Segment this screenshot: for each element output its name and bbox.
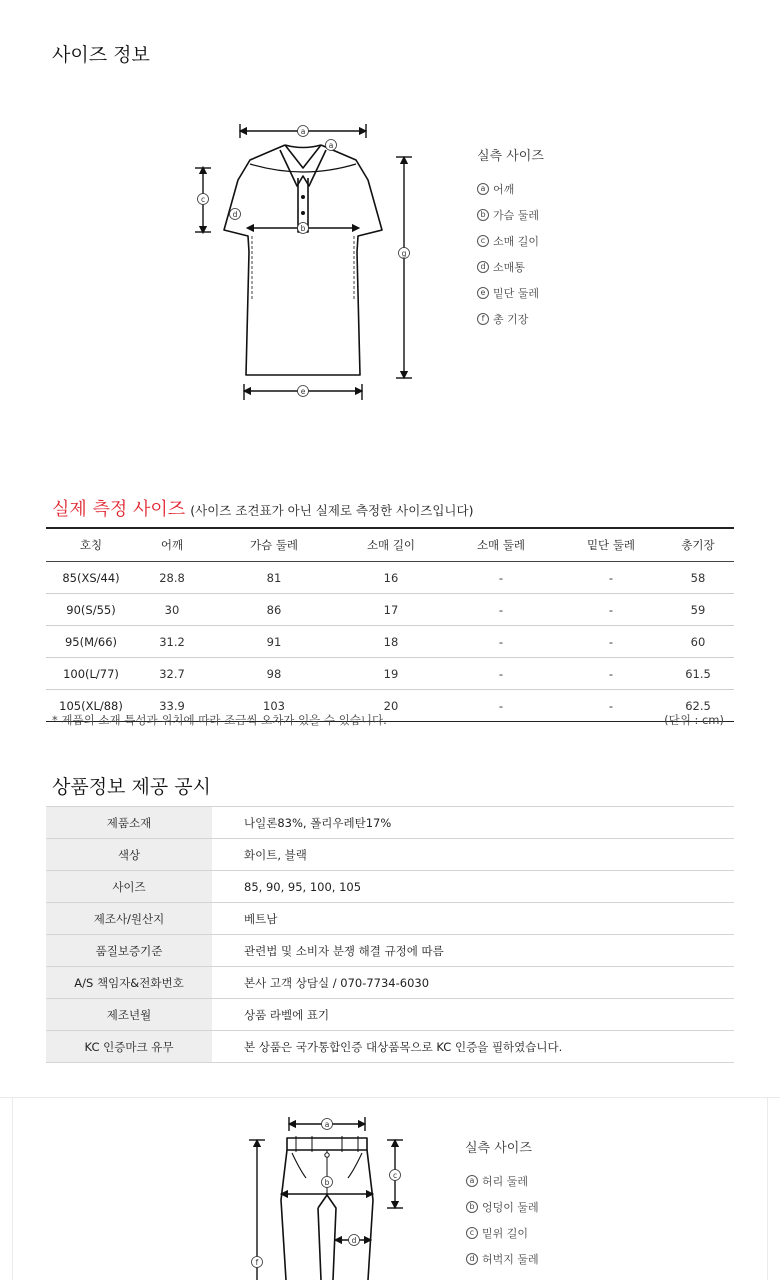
table-row	[46, 626, 734, 658]
pants-mark-c: c	[392, 1171, 398, 1180]
measure-subtitle: (사이즈 조견표가 아닌 실제로 측정한 사이즈입니다)	[190, 503, 474, 518]
pants-legend	[466, 1174, 539, 1266]
table-cell: -	[560, 690, 662, 722]
legend-label: 허리 둘레	[482, 1175, 529, 1188]
table-cell: 105(XL/88)	[46, 690, 136, 722]
legend-mark: b	[466, 1201, 478, 1213]
table-row	[46, 935, 734, 967]
pants-mark-f: f	[255, 1258, 259, 1267]
table-cell: 61.5	[662, 658, 734, 690]
frame-line-right	[767, 1098, 768, 1280]
diagram-mark-b: b	[300, 224, 306, 233]
product-info-title: 상품정보 제공 공시	[52, 776, 211, 798]
legend-mark: a	[466, 1175, 478, 1187]
col-header: 호칭	[46, 528, 136, 562]
table-cell: -	[560, 658, 662, 690]
measure-heading	[52, 495, 473, 521]
legend-item	[477, 260, 539, 274]
legend-label: 밑단 둘레	[493, 287, 540, 300]
table-row	[46, 807, 734, 839]
info-key: KC 인증마크 유무	[46, 1031, 212, 1063]
legend-item	[477, 286, 539, 300]
table-cell: 91	[208, 626, 340, 658]
polo-shirt-diagram	[190, 118, 420, 408]
table-cell: -	[442, 594, 560, 626]
table-cell: -	[560, 594, 662, 626]
table-cell: 20	[340, 690, 442, 722]
legend-mark: c	[466, 1227, 478, 1239]
table-cell: 60	[662, 626, 734, 658]
info-key: 제조년월	[46, 999, 212, 1031]
pants-diagram	[245, 1110, 405, 1280]
product-info-table	[46, 806, 734, 1063]
table-cell: 16	[340, 562, 442, 594]
legend-item	[477, 182, 539, 196]
info-key: A/S 책임자&전화번호	[46, 967, 212, 999]
table-cell: -	[560, 626, 662, 658]
info-key: 제품소재	[46, 807, 212, 839]
table-row	[46, 562, 734, 594]
info-key: 품질보증기준	[46, 935, 212, 967]
info-value: 베트남	[212, 903, 734, 935]
pants-legend-title: 실측 사이즈	[465, 1141, 532, 1156]
table-row	[46, 967, 734, 999]
table-cell: -	[442, 626, 560, 658]
info-value: 본사 고객 상담실 / 070-7734-6030	[212, 967, 734, 999]
legend-label: 소매통	[493, 261, 525, 274]
table-cell: 59	[662, 594, 734, 626]
info-key: 색상	[46, 839, 212, 871]
legend-label: 밑위 길이	[482, 1227, 529, 1240]
diagram-mark-c: c	[200, 195, 206, 204]
table-cell: 100(L/77)	[46, 658, 136, 690]
table-cell: 31.2	[136, 626, 208, 658]
legend-mark: d	[477, 261, 489, 273]
size-table-header	[46, 528, 734, 562]
table-cell: -	[560, 562, 662, 594]
unit-label: (단위 : cm)	[664, 713, 724, 727]
section-divider	[0, 1097, 780, 1098]
legend-label: 엉덩이 둘레	[482, 1201, 539, 1214]
table-cell: 95(M/66)	[46, 626, 136, 658]
table-cell: 62.5	[662, 690, 734, 722]
diagram-mark-a: a	[300, 127, 306, 136]
info-value: 화이트, 블랙	[212, 839, 734, 871]
measure-note: * 제품의 소재 특성과 위치에 따라 조금씩 오차가 있을 수 있습니다.	[52, 713, 387, 727]
legend-mark: d	[466, 1253, 478, 1265]
pants-mark-d: d	[351, 1236, 357, 1245]
col-header: 총기장	[662, 528, 734, 562]
table-row	[46, 999, 734, 1031]
size-legend	[477, 182, 539, 326]
table-cell: 28.8	[136, 562, 208, 594]
legend-item	[477, 234, 539, 248]
table-cell: 90(S/55)	[46, 594, 136, 626]
diagram-mark-d: d	[232, 210, 238, 219]
table-row	[46, 839, 734, 871]
table-row	[46, 903, 734, 935]
measure-title: 실제 측정 사이즈	[52, 499, 186, 520]
info-key: 사이즈	[46, 871, 212, 903]
legend-item	[477, 312, 539, 326]
table-cell: 86	[208, 594, 340, 626]
info-value: 본 상품은 국가통합인증 대상품목으로 KC 인증을 필하였습니다.	[212, 1031, 734, 1063]
table-cell: 103	[208, 690, 340, 722]
col-header: 어깨	[136, 528, 208, 562]
table-cell: -	[442, 562, 560, 594]
size-info-title: 사이즈 정보	[52, 44, 150, 66]
table-row	[46, 1031, 734, 1063]
diagram-mark-g: g	[401, 249, 407, 258]
legend-item	[466, 1174, 539, 1188]
legend-item	[466, 1252, 539, 1266]
legend-item	[466, 1200, 539, 1214]
info-value: 상품 라벨에 표기	[212, 999, 734, 1031]
legend-mark: a	[477, 183, 489, 195]
table-cell: 19	[340, 658, 442, 690]
table-row	[46, 594, 734, 626]
table-row	[46, 658, 734, 690]
info-value: 나일론83%, 폴리우레탄17%	[212, 807, 734, 839]
info-key: 제조사/원산지	[46, 903, 212, 935]
table-cell: 58	[662, 562, 734, 594]
info-value: 85, 90, 95, 100, 105	[212, 871, 734, 903]
legend-label: 총 기장	[493, 313, 529, 326]
info-value: 관련법 및 소비자 분쟁 해결 규정에 따름	[212, 935, 734, 967]
diagram-mark-e: e	[300, 387, 306, 396]
table-cell: -	[442, 658, 560, 690]
frame-line-left	[12, 1098, 13, 1280]
table-cell: 98	[208, 658, 340, 690]
table-cell: 30	[136, 594, 208, 626]
legend-mark: c	[477, 235, 489, 247]
col-header: 밑단 둘레	[560, 528, 662, 562]
legend-label: 가슴 둘레	[493, 209, 540, 222]
table-cell: 17	[340, 594, 442, 626]
legend-label: 소매 길이	[493, 235, 540, 248]
legend-mark: b	[477, 209, 489, 221]
legend-title: 실측 사이즈	[477, 149, 544, 164]
legend-label: 어깨	[493, 183, 515, 196]
table-cell: 32.7	[136, 658, 208, 690]
legend-mark: f	[477, 313, 489, 325]
legend-item	[477, 208, 539, 222]
col-header: 소매 둘레	[442, 528, 560, 562]
table-cell: 18	[340, 626, 442, 658]
legend-label: 허벅지 둘레	[482, 1253, 539, 1266]
table-cell: 85(XS/44)	[46, 562, 136, 594]
pants-mark-b: b	[324, 1178, 330, 1187]
legend-mark: e	[477, 287, 489, 299]
pants-mark-a: a	[324, 1120, 330, 1129]
table-row	[46, 871, 734, 903]
legend-item	[466, 1226, 539, 1240]
col-header: 가슴 둘레	[208, 528, 340, 562]
diagram-mark-a2: a	[328, 141, 334, 150]
size-table	[46, 527, 734, 722]
table-cell: 81	[208, 562, 340, 594]
table-cell: -	[442, 690, 560, 722]
table-cell: 33.9	[136, 690, 208, 722]
col-header: 소매 길이	[340, 528, 442, 562]
